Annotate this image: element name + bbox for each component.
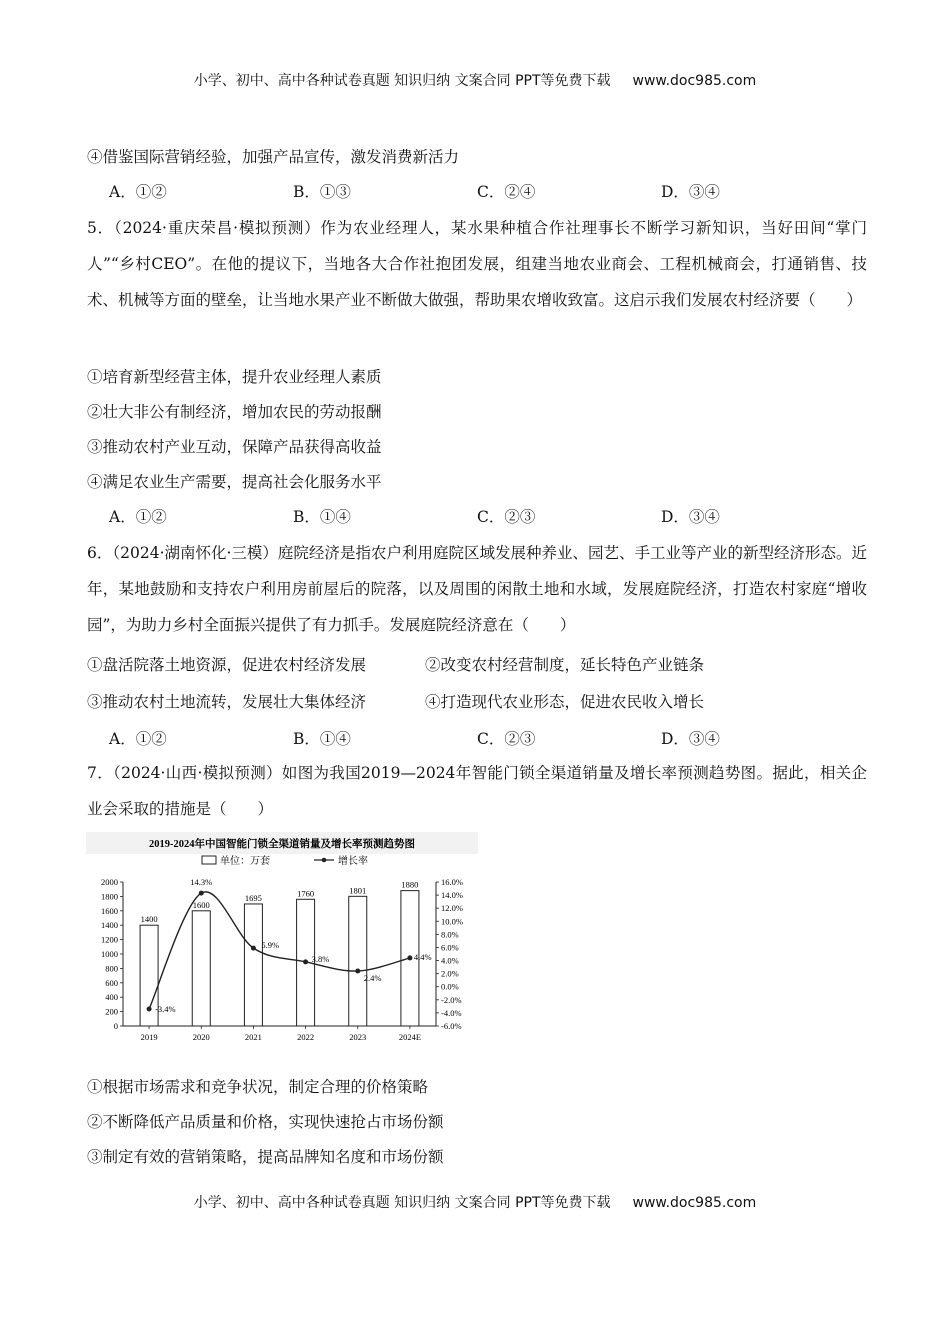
q6-items-row-2 [87,691,705,713]
x-tick-label: 2019 [140,1032,158,1042]
y-tick-label-left: 1200 [101,934,118,945]
growth-rate-label: -3.4% [155,1003,176,1014]
growth-rate-label: 2.4% [363,973,382,984]
y-tick-label-right: -6.0% [441,1021,462,1031]
bar-value-label: 1801 [349,885,367,896]
y-tick-label-right: 10.0% [441,916,463,927]
bar-value-label: 1695 [244,892,262,903]
q5-stem: 5．（2024·重庆荣昌·模拟预测）作为农业经理人，某水果种植合作社理事长不断学习新知识，当好田间“掌门人”“乡村CEO”。在他的提议下，当地各大合作社抱团发展，组建当地农业商会、工程机械商会，打通销售、技术、机械等方面的壁垒，让当地水果产业不断做大做强，帮助果农增收致富。这启示我们发展农村经济要（ ） [87,219,867,309]
q4-item-4: ④借鉴国际营销经验，加强产品宣传，激发消费新活力 [87,148,460,166]
y-tick-label-left: 1400 [101,920,118,931]
q5-item-4: ④满足农业生产需要，提高社会化服务水平 [87,473,382,491]
y-tick-label-right: -2.0% [441,994,462,1005]
q4-option-d[interactable]: D．③④ [661,183,720,201]
y-tick-label-right: 14.0% [441,890,463,901]
growth-rate-point [251,946,256,951]
sales-growth-chart [86,832,478,1044]
y-tick-label-left: 200 [105,1006,118,1017]
q7-item-1: ①根据市场需求和竞争状况，制定合理的价格策略 [87,1078,429,1096]
growth-rate-label: 5.9% [261,940,280,951]
y-tick-label-right: 6.0% [441,942,459,953]
q6-option-a[interactable]: A．①② [109,730,167,748]
q6-option-b[interactable]: B．①④ [293,730,351,748]
q5-option-b[interactable]: B．①④ [293,508,351,526]
growth-rate-label: 4.4% [413,951,432,962]
bar [192,911,210,1026]
bar-value-label: 1760 [297,888,315,899]
legend-line-marker [322,858,327,863]
growth-rate-point [147,1006,152,1011]
x-tick-label: 2023 [349,1032,367,1042]
q6-option-c[interactable]: C．②③ [477,730,536,748]
chart-title: 2019-2024年中国智能门锁全渠道销量及增长率预测趋势图 [149,839,415,850]
bar-value-label: 1400 [140,914,158,925]
y-tick-label-left: 800 [105,963,118,974]
y-tick-label-right: 16.0% [441,877,463,887]
growth-rate-label: 3.8% [311,953,330,964]
q5-item-3: ③推动农村产业互动，保障产品获得高收益 [87,438,382,456]
q6-item-1: ①盘活院落土地资源，促进农村经济发展 [87,656,367,674]
y-tick-label-left: 400 [105,992,118,1003]
y-tick-label-left: 0 [113,1021,118,1031]
q5-option-a[interactable]: A．①② [109,508,167,526]
growth-rate-point [407,955,412,960]
q6-item-3: ③推动农村土地流转，发展壮大集体经济 [87,693,367,711]
y-tick-label-right: 8.0% [441,929,459,940]
q4-options [109,181,845,203]
y-tick-label-right: 2.0% [441,968,459,979]
q5-option-c[interactable]: C．②③ [477,508,536,526]
bar [244,904,262,1026]
q4-option-b[interactable]: B．①③ [293,183,351,201]
x-tick-label: 2022 [297,1032,315,1042]
q4-option-a[interactable]: A．①② [109,183,167,201]
growth-rate-label: 14.3% [190,877,213,888]
q7-item-3: ③制定有效的营销策略，提高品牌知名度和市场份额 [87,1148,444,1166]
page-header [0,70,950,90]
y-tick-label-right: 12.0% [441,903,463,914]
header-text: 小学、初中、高中各种试卷真题 知识归纳 文案合同 PPT等免费下载 [193,73,611,89]
q6-item-2: ②改变农村经营制度，延长特色产业链条 [425,656,705,674]
y-tick-label-left: 1000 [101,949,118,959]
q6-items-row-1 [87,654,705,676]
bar [349,896,367,1026]
footer-text: 小学、初中、高中各种试卷真题 知识归纳 文案合同 PPT等免费下载 [193,1195,611,1211]
q4-option-c[interactable]: C．②④ [477,183,536,201]
q5-options [109,506,845,528]
q5-item-2: ②壮大非公有制经济，增加农民的劳动报酬 [87,403,382,421]
y-tick-label-left: 2000 [101,877,118,887]
page-footer [0,1192,950,1212]
header-site-link[interactable]: www.doc985.com [632,73,757,89]
y-tick-label-left: 1800 [101,891,118,902]
footer-site-link[interactable]: www.doc985.com [632,1195,757,1211]
q5-option-d[interactable]: D．③④ [661,508,720,526]
growth-rate-point [199,891,204,896]
y-tick-label-left: 600 [105,977,118,988]
q6-options [109,728,845,750]
q7-stem: 7．（2024·山西·模拟预测）如图为我国2019—2024年智能门锁全渠道销量及增长率预测趋势图。据此，相关企业会采取的措施是（ ） [87,764,867,818]
x-tick-label: 2024E [398,1032,422,1042]
growth-rate-point [355,969,360,974]
x-tick-label: 2021 [244,1032,262,1042]
q6-option-d[interactable]: D．③④ [661,730,720,748]
y-tick-label-right: -4.0% [441,1007,462,1018]
y-tick-label-left: 1600 [101,905,118,916]
bar-value-label: 1600 [192,899,210,910]
y-tick-label-right: 0.0% [441,981,459,992]
y-tick-label-right: 4.0% [441,955,459,966]
q6-stem: 6．（2024·湖南怀化·三模）庭院经济是指农户利用庭院区域发展种养业、园艺、手工业等产业的新型经济形态。近年，某地鼓励和支持农户利用房前屋后的院落，以及周围的闲散土地和水域，发展庭院经济，打造农村家庭“增收园”，为助力乡村全面振兴提供了有力抓手。发展庭院经济意在（ ） [87,544,867,634]
q6-item-4: ④打造现代农业形态，促进农民收入增长 [425,693,705,711]
legend-line-label: 增长率 [338,856,368,867]
legend-bar-swatch [202,856,216,864]
bar-value-label: 1880 [401,879,419,890]
legend-bar-label: 单位：万套 [220,856,270,867]
growth-rate-point [303,959,308,964]
q7-item-2: ②不断降低产品质量和价格，实现快速抢占市场份额 [87,1113,444,1131]
q5-item-1: ①培育新型经营主体，提升农业经理人素质 [87,368,382,386]
x-tick-label: 2020 [192,1032,210,1042]
